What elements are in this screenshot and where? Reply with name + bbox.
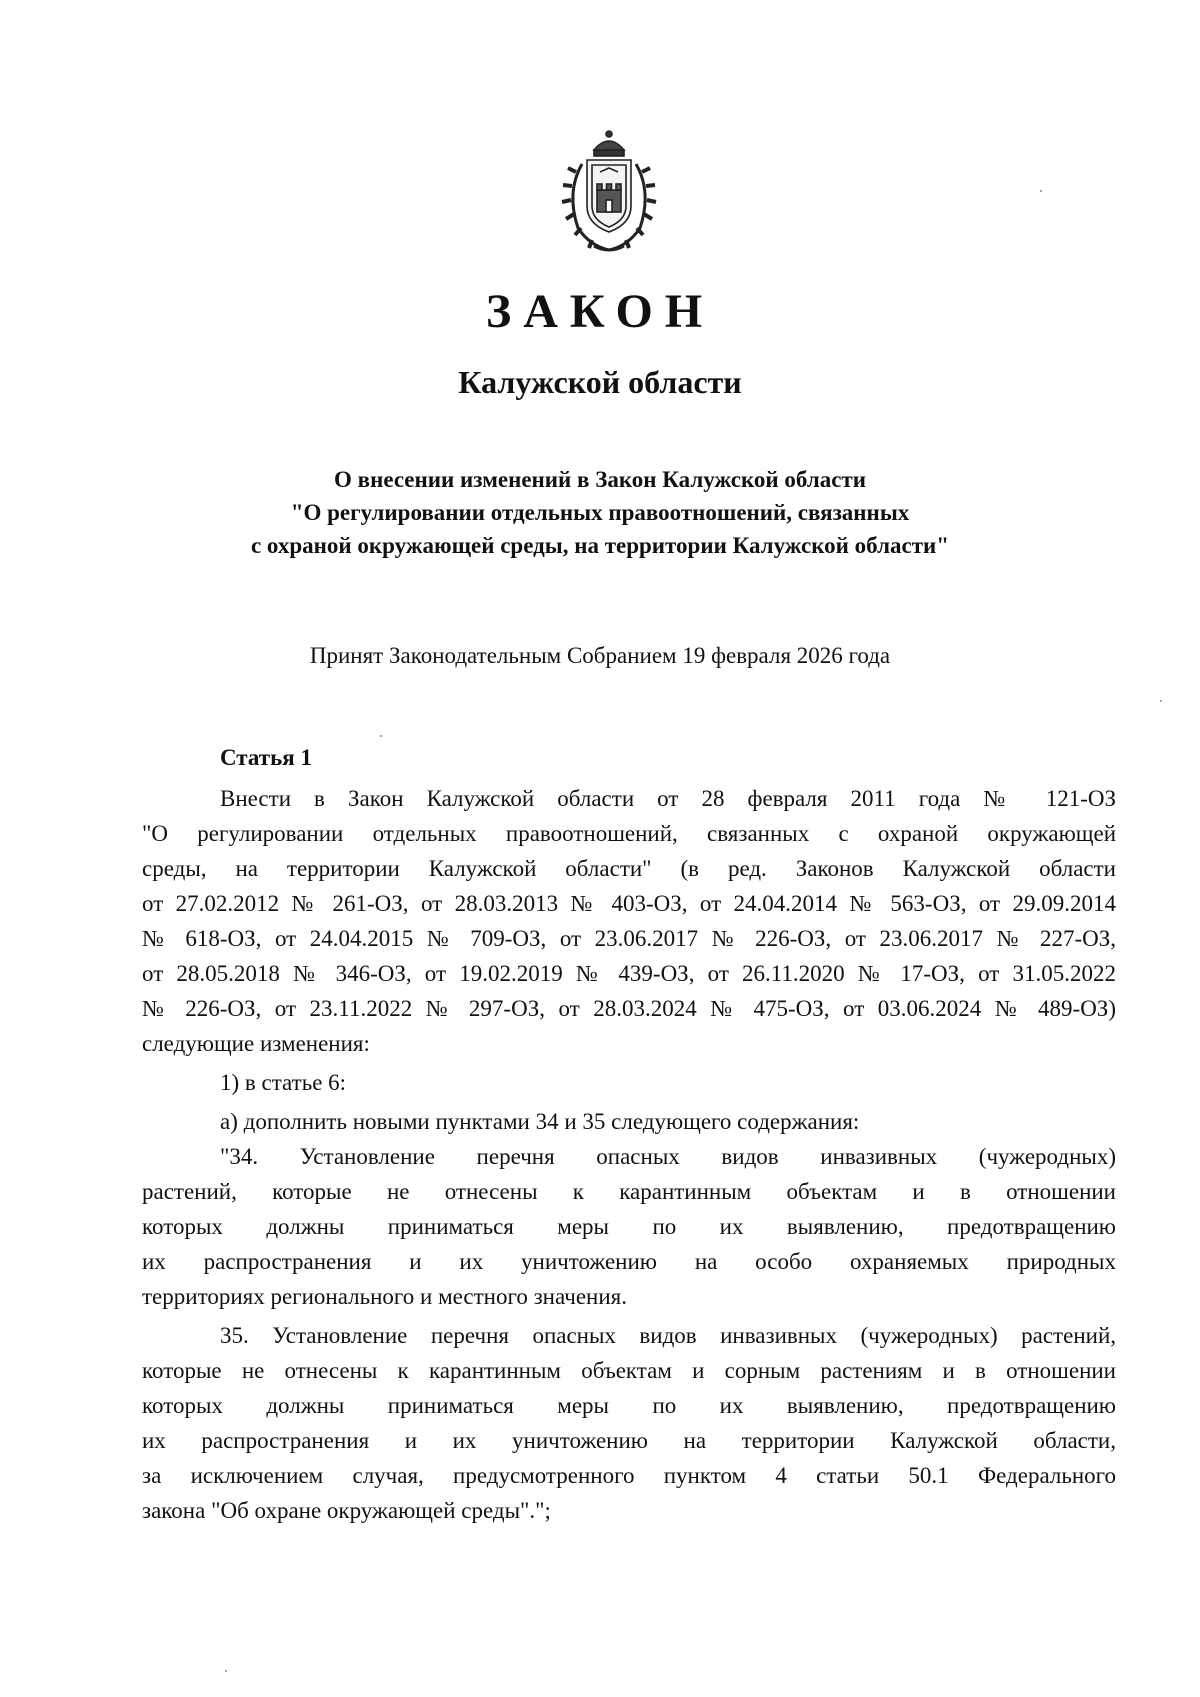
adoption-note: Принят Законодательным Собранием 19 февраля 2026 года [309, 643, 891, 668]
text-line: "34. Установление перечня опасных видов инвазивных (чужеродных) [220, 1144, 1116, 1169]
text-line: № 226-ОЗ, от 23.11.2022 № 297-ОЗ, от 28.03.2024 № 475-ОЗ, от 03.06.2024 № 489-ОЗ) [142, 996, 1116, 1021]
text-line: от 28.05.2018 № 346-ОЗ, от 19.02.2019 № 439-ОЗ, от 26.11.2020 № 17-ОЗ, от 31.05.2022 [142, 961, 1116, 986]
law-heading [150, 463, 1050, 562]
document-subtitle: Калужской области [458, 364, 742, 400]
point-34 [142, 1139, 1116, 1314]
text-line: Внести в Закон Калужской области от 28 февраля 2011 года № 121-ОЗ [220, 786, 1116, 811]
text-line: их распространения и их уничтожению на особо охраняемых природных [142, 1249, 1116, 1274]
article-intro [142, 781, 1116, 1061]
text-line: 35. Установление перечня опасных видов инвазивных (чужеродных) растений, [220, 1323, 1116, 1348]
text-line: растений, которые не отнесены к карантинным объектам и в отношении [142, 1179, 1116, 1204]
scan-speck [1160, 700, 1162, 702]
text-line: № 618-ОЗ, от 24.04.2015 № 709-ОЗ, от 23.06.2017 № 226-ОЗ, от 23.06.2017 № 227-ОЗ, [142, 926, 1116, 951]
text-line: "О регулировании отдельных правоотношений, связанных с охраной окружающей [142, 821, 1116, 846]
text-line: которые не отнесены к карантинным объектам и сорным растениям и в отношении [142, 1358, 1116, 1383]
scan-speck [380, 735, 382, 737]
document-body [142, 740, 1116, 1528]
text-line: территориях регионального и местного значения. [142, 1284, 627, 1309]
heading-line: О внесении изменений в Закон Калужской области [334, 467, 866, 492]
text-line: закона "Об охране окружающей среды"."; [142, 1498, 551, 1523]
text-line: от 27.02.2012 № 261-ОЗ, от 28.03.2013 № 403-ОЗ, от 24.04.2014 № 563-ОЗ, от 29.09.2014 [142, 891, 1116, 916]
document-title: ЗАКОН [485, 285, 715, 338]
text-line: среды, на территории Калужской области" (в ред. Законов Калужской области [142, 856, 1116, 881]
heading-line: "О регулировании отдельных правоотношений, связанных [290, 500, 910, 525]
text-line: за исключением случая, предусмотренного пунктом 4 статьи 50.1 Федерального [142, 1463, 1116, 1488]
scan-speck [225, 1670, 227, 1672]
text-line: которых должны приниматься меры по их выявлению, предотвращению [142, 1214, 1116, 1239]
heading-line: с охраной окружающей среды, на территории Калужской области" [250, 533, 950, 558]
text-line: следующие изменения: [142, 1031, 370, 1056]
point-35 [142, 1318, 1116, 1528]
coat-of-arms-icon [554, 128, 664, 256]
text-line: которых должны приниматься меры по их выявлению, предотвращению [142, 1393, 1116, 1418]
item-1: 1) в статье 6: [220, 1070, 347, 1095]
text-line: их распространения и их уничтожению на территории Калужской области, [142, 1428, 1116, 1453]
item-a: а) дополнить новыми пунктами 34 и 35 следующего содержания: [220, 1109, 860, 1134]
scan-speck [1040, 190, 1042, 192]
article-title: Статья 1 [220, 745, 312, 770]
